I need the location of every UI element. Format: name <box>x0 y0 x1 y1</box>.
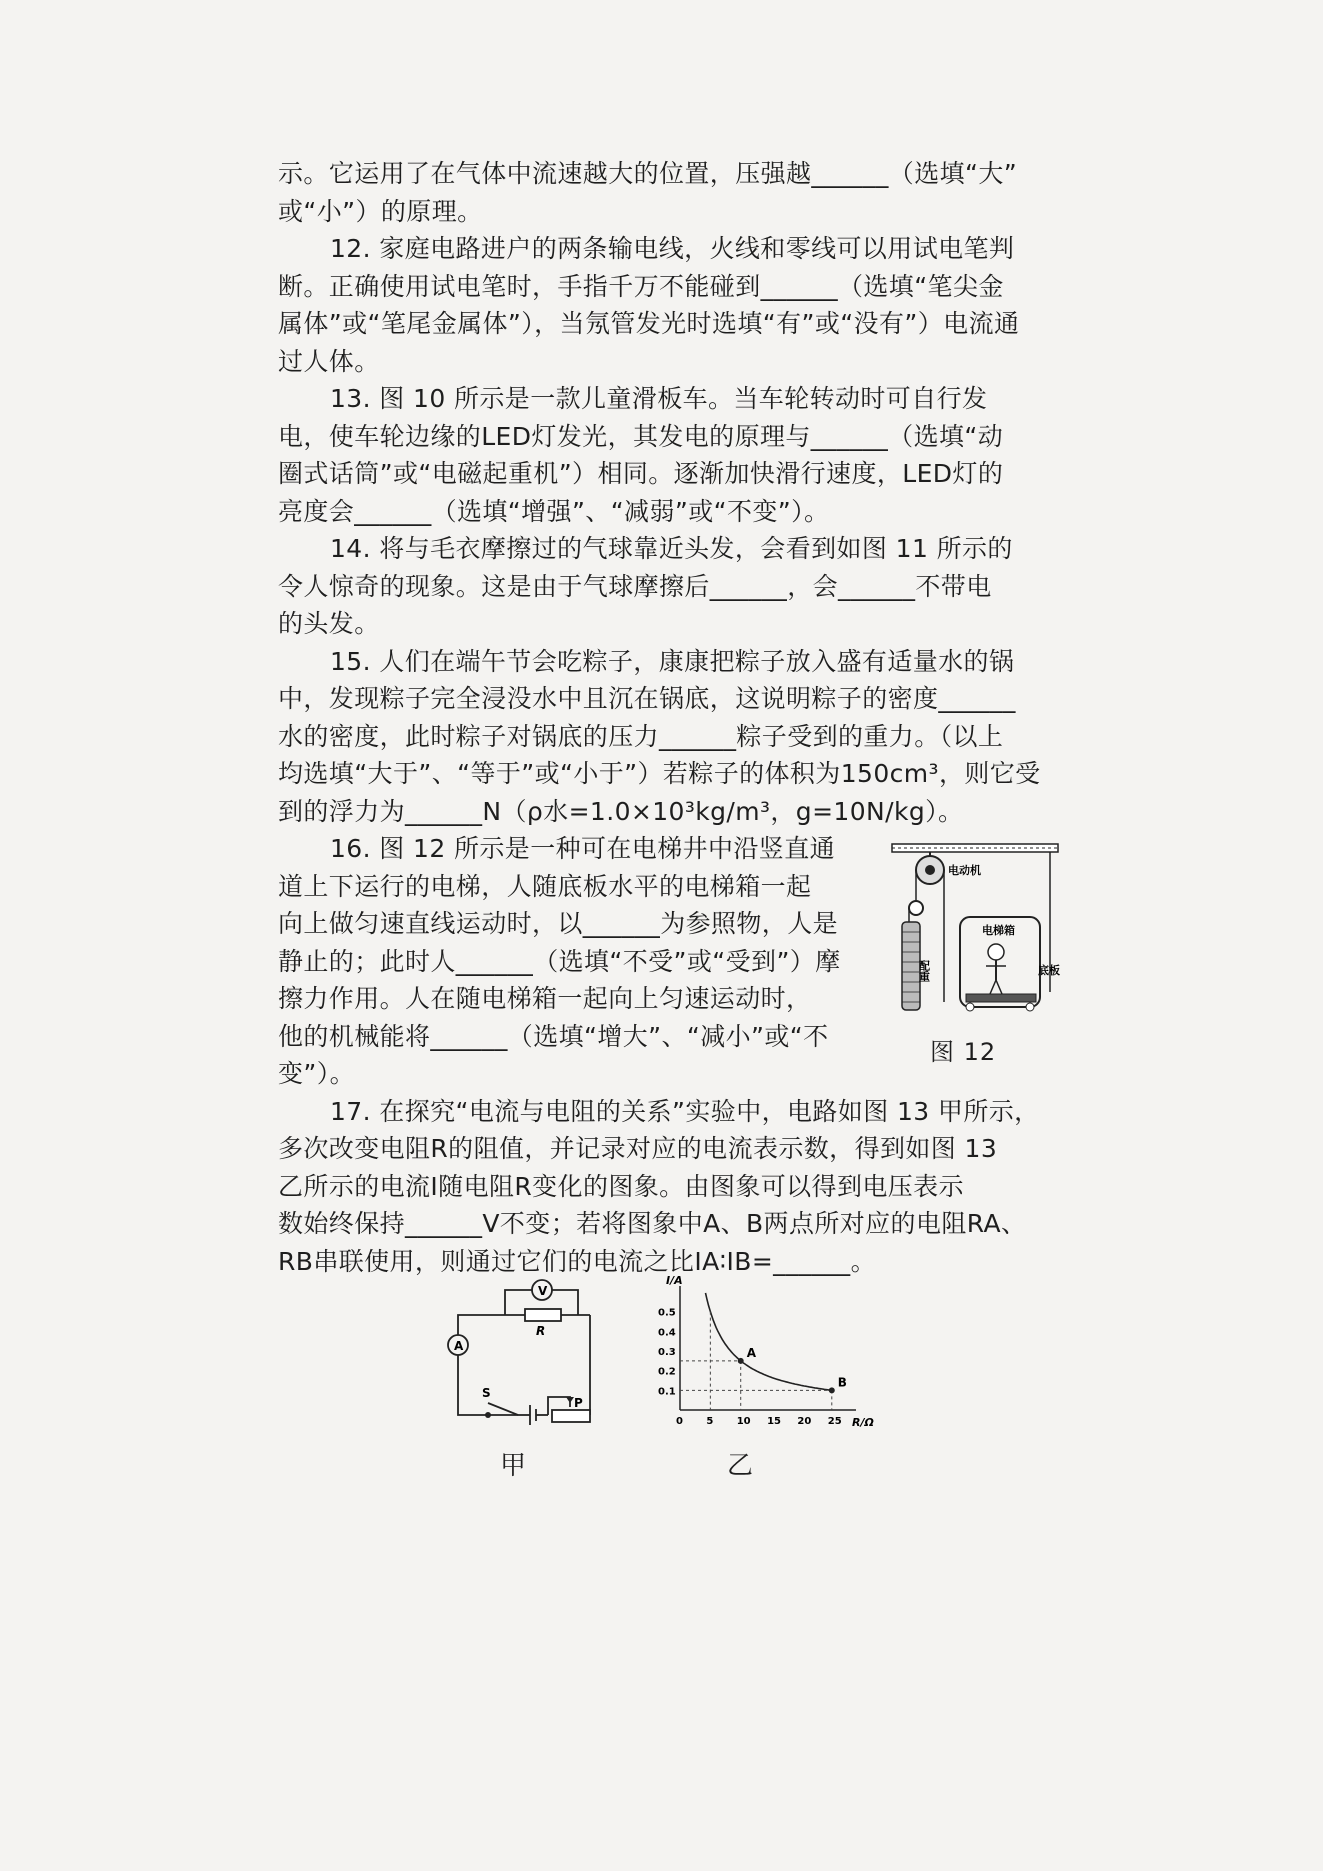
text-line: 多次改变电阻R的阻值，并记录对应的电流表示数，得到如图 13 <box>278 1134 998 1163</box>
text-line: 静止的；此时人______（选填“不受”或“受到”）摩 <box>278 946 841 976</box>
x-tick-label: 10 <box>736 1416 751 1427</box>
question-12: 12. 家庭电路进户的两条输电线，火线和零线可以用试电笔判 <box>330 234 1015 263</box>
question-text <box>278 155 1058 1280</box>
figure-13 <box>430 1274 910 1485</box>
text-line: 水的密度，此时粽子对锅底的压力______粽子受到的重力。（以上 <box>278 721 1004 751</box>
question-14: 14. 将与毛衣摩擦过的气球靠近头发，会看到如图 11 所示的 <box>330 534 1013 563</box>
text-line: 过人体。 <box>278 346 380 376</box>
text-line: 电，使车轮边缘的LED灯发光，其发电的原理与______（选填“动 <box>278 421 1004 451</box>
question-15: 15. 人们在端午节会吃粽子，康康把粽子放入盛有适量水的锅 <box>330 646 1015 676</box>
curve-line <box>706 1293 832 1390</box>
circuit-diagram <box>448 1280 590 1425</box>
text-line: 均选填“大于”、“等于”或“小于”）若粽子的体积为150cm³，则它受 <box>278 759 1041 788</box>
x-tick-label: 20 <box>797 1416 812 1427</box>
ammeter-label: A <box>454 1339 464 1353</box>
person-head <box>988 944 1004 960</box>
text-line: 的头发。 <box>278 609 380 638</box>
y-tick-label: 0.4 <box>658 1327 676 1339</box>
text-line: 中，发现粽子完全浸没水中且沉在锅底，这说明粽子的密度______ <box>278 684 1016 713</box>
x-tick-label: 0 <box>676 1416 683 1427</box>
x-tick-label: 25 <box>827 1416 842 1427</box>
question-17: 17. 在探究“电流与电阻的关系”实验中，电路如图 13 甲所示， <box>330 1096 1040 1126</box>
data-point-label: B <box>837 1375 847 1390</box>
text-line: 道上下运行的电梯，人随底板水平的电梯箱一起 <box>278 871 812 901</box>
y-axis-label: I/A <box>666 1274 683 1287</box>
y-tick-label: 0.5 <box>658 1307 676 1319</box>
y-tick-label: 0.3 <box>658 1347 676 1358</box>
counterweight-label: 配重 <box>917 960 931 982</box>
text-line: 乙所示的电流I随电阻R变化的图象。由图象可以得到电压表示 <box>278 1171 964 1201</box>
figure-12-elevator <box>890 842 1060 1067</box>
slider-label: P <box>574 1396 583 1410</box>
counterweight-pulley <box>909 901 923 915</box>
text-line: 擦力作用。人在随电梯箱一起向上匀速运动时， <box>278 984 812 1013</box>
figure-12-caption: 图 12 <box>930 1038 997 1066</box>
text-line: 属体”或“笔尾金属体”），当氖管发光时选填“有”或“没有”）电流通 <box>278 309 1020 338</box>
current-resistance-graph <box>658 1274 874 1429</box>
switch-label: S <box>482 1386 491 1400</box>
floor-label: 底板 <box>1038 964 1060 977</box>
cabin-label: 电梯箱 <box>982 924 1015 937</box>
resistor-label: R <box>536 1324 546 1338</box>
data-point <box>829 1387 835 1393</box>
floor-plate <box>966 994 1036 1002</box>
x-tick-label: 15 <box>767 1416 781 1427</box>
rheostat-symbol <box>552 1410 590 1422</box>
y-tick-label: 0.1 <box>658 1386 676 1398</box>
x-tick-label: 5 <box>706 1416 714 1427</box>
text-line: 向上做匀速直线运动时，以______为参照物，人是 <box>278 909 839 938</box>
motor-label: 电动机 <box>948 864 981 877</box>
question-16: 16. 图 12 所示是一种可在电梯井中沿竖直通 <box>330 834 836 863</box>
text-line: 圈式话筒”或“电磁起重机”）相同。逐渐加快滑行速度，LED灯的 <box>278 459 1004 488</box>
data-point <box>738 1358 744 1364</box>
x-axis-label: R/Ω <box>852 1416 874 1429</box>
circuit-caption: 甲 <box>500 1451 527 1481</box>
text-line: 或“小”）的原理。 <box>278 196 483 226</box>
graph-caption: 乙 <box>727 1451 754 1481</box>
text-line: 他的机械能将______（选填“增大”、“减小”或“不 <box>278 1021 829 1051</box>
voltmeter-label: V <box>538 1284 548 1298</box>
text-line: 示。它运用了在气体中流速越大的位置，压强越______（选填“大” <box>278 159 1018 188</box>
elevator-diagram <box>890 842 1060 1032</box>
resistor-symbol <box>525 1309 561 1321</box>
text-line: 令人惊奇的现象。这是由于气球摩擦后______，会______不带电 <box>278 571 992 601</box>
text-line: 到的浮力为______N（ρ水=1.0×10³kg/m³，g=10N/kg）。 <box>278 796 964 826</box>
data-point-label: A <box>746 1345 757 1360</box>
question-13: 13. 图 10 所示是一款儿童滑板车。当车轮转动时可自行发 <box>330 384 988 413</box>
text-line: 亮度会______（选填“增强”、“减弱”或“不变”）。 <box>278 496 830 526</box>
y-tick-label: 0.2 <box>658 1366 676 1378</box>
text-line: 断。正确使用试电笔时，手指千万不能碰到______（选填“笔尖金 <box>278 271 1004 301</box>
text-line: RB串联使用，则通过它们的电流之比IA∶IB=______。 <box>278 1246 876 1276</box>
text-line: 数始终保持______V不变；若将图象中A、B两点所对应的电阻RA、 <box>278 1209 1027 1238</box>
text-line: 变”）。 <box>278 1059 356 1088</box>
